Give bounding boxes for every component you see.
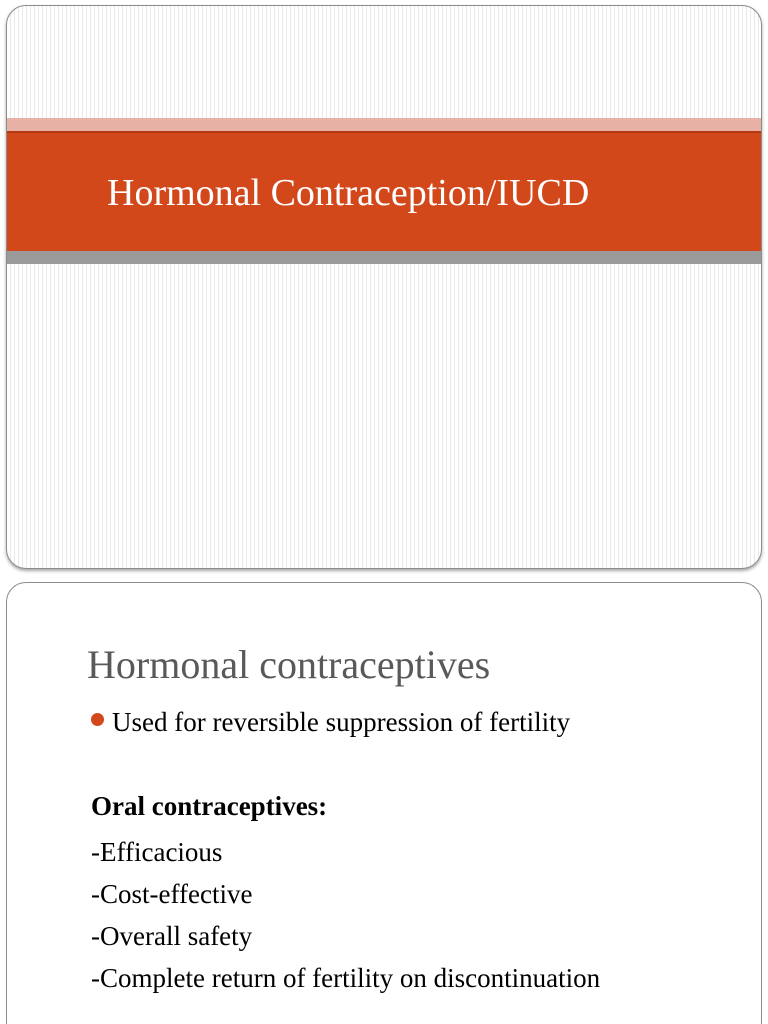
list-item: -Efficacious: [91, 837, 223, 867]
title-band-bottom-stripe: [7, 251, 761, 264]
slide-title: Hormonal Contraception/IUCD: [107, 172, 590, 214]
title-band-top-stripe: [7, 118, 761, 131]
title-slide: [6, 5, 762, 569]
content-heading: Hormonal contraceptives: [87, 642, 491, 687]
oral-contraceptives-heading: Oral contraceptives:: [91, 791, 328, 821]
bullet-dot-icon: [91, 713, 104, 726]
benefits-list: [91, 831, 600, 999]
list-item: -Overall safety: [91, 921, 253, 951]
list-item: -Complete return of fertility on discontinuation: [91, 963, 601, 993]
bullet-text: Used for reversible suppression of fertility: [112, 707, 571, 737]
content-slide: [6, 582, 762, 1024]
list-item: -Cost-effective: [91, 879, 253, 909]
bullet-item: [91, 707, 570, 738]
